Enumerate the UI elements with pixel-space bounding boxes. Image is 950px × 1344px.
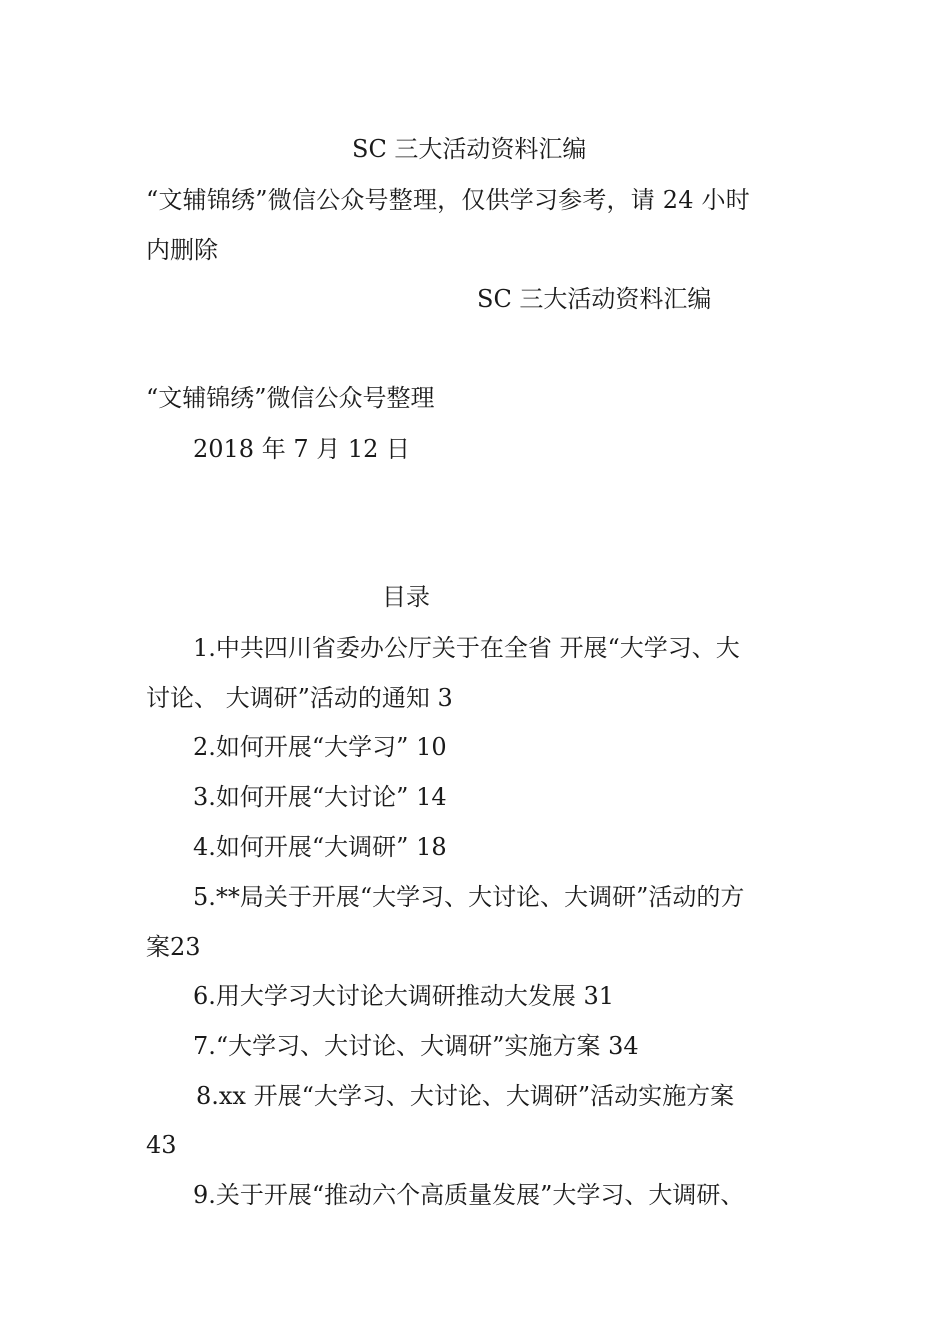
toc-entry-1-line-2[interactable]: 讨论、 大调研”活动的通知 3 (146, 684, 453, 712)
toc-entry-8-line-2[interactable]: 43 (146, 1131, 177, 1159)
publisher-line: “文辅锦绣”微信公众号整理 (146, 384, 435, 412)
toc-entry-7[interactable]: 7.“大学习、大讨论、大调研”实施方案 34 (193, 1032, 639, 1060)
notice-text-line-1: “文辅锦绣”微信公众号整理，仅供学习参考，请 24 小时 (146, 186, 750, 214)
document-title: SC 三大活动资料汇编 (352, 135, 587, 163)
toc-heading: 目录 (382, 583, 430, 611)
toc-entry-8-line-1[interactable]: 8.xx 开展“大学习、大讨论、大调研”活动实施方案 (196, 1082, 735, 1110)
toc-entry-4[interactable]: 4.如何开展“大调研” 18 (193, 833, 447, 861)
toc-entry-9-line-1[interactable]: 9.关于开展“推动六个高质量发展”大学习、大调研、 (193, 1181, 745, 1209)
notice-text-line-2: 内删除 (146, 236, 218, 264)
toc-entry-2[interactable]: 2.如何开展“大学习” 10 (193, 733, 447, 761)
toc-entry-6[interactable]: 6.用大学习大讨论大调研推动大发展 31 (193, 982, 615, 1010)
document-title-repeat: SC 三大活动资料汇编 (477, 285, 712, 313)
toc-entry-1-line-1[interactable]: 1.中共四川省委办公厅关于在全省 开展“大学习、大 (193, 634, 740, 662)
toc-entry-3[interactable]: 3.如何开展“大讨论” 14 (193, 783, 447, 811)
toc-entry-5-line-1[interactable]: 5.**局关于开展“大学习、大讨论、大调研”活动的方 (193, 883, 745, 911)
date-line: 2018 年 7 月 12 日 (193, 435, 411, 463)
toc-entry-5-line-2[interactable]: 案23 (146, 933, 201, 961)
